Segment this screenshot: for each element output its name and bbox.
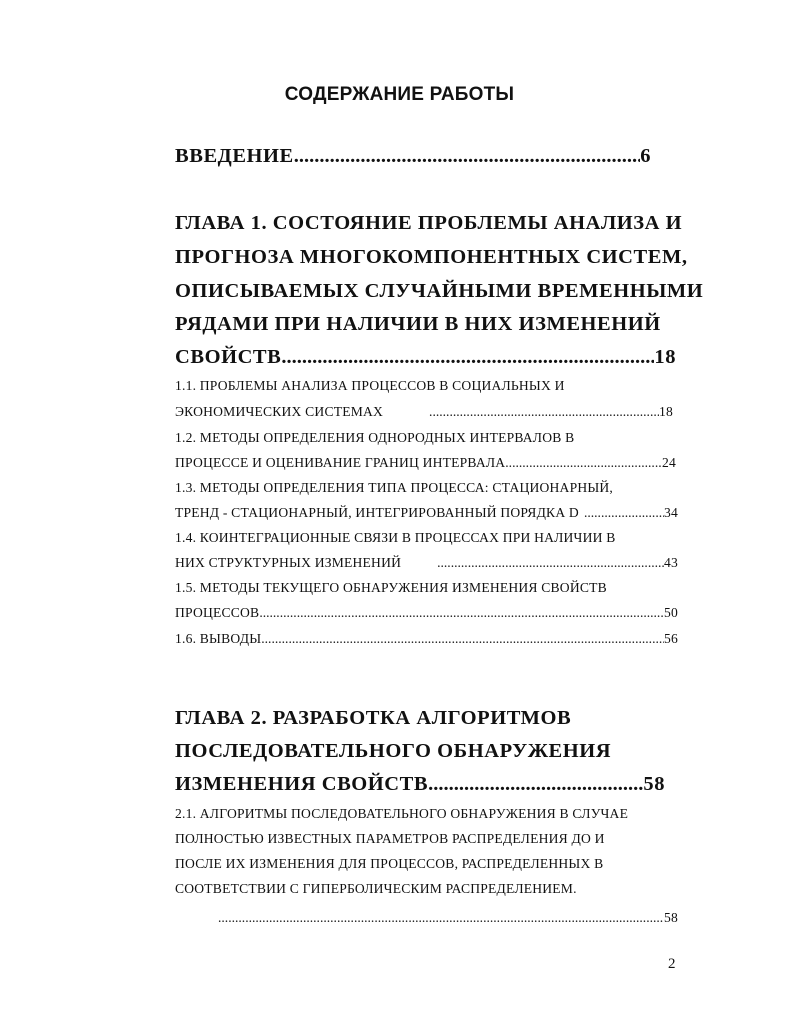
toc-entry-section-1-2 <box>175 455 676 471</box>
section-2-1-title-line: ПОЛНОСТЬЮ ИЗВЕСТНЫХ ПАРАМЕТРОВ РАСПРЕДЕЛЕНИЯ ДО И <box>175 831 605 846</box>
dot-leader <box>281 346 654 369</box>
toc-entry-chapter-2 <box>175 773 665 796</box>
section-2-1-title-line: 2.1. АЛГОРИТМЫ ПОСЛЕДОВАТЕЛЬНОГО ОБНАРУЖЕНИЯ В СЛУЧАЕ <box>175 806 629 821</box>
toc-entry-page: 50 <box>664 605 678 620</box>
toc-entry-title: ВВЕДЕНИЕ <box>175 145 294 167</box>
dot-leader <box>261 631 664 647</box>
section-1-4-title-line: 1.4. КОИНТЕГРАЦИОННЫЕ СВЯЗИ В ПРОЦЕССАХ ПРИ НАЛИЧИИ В <box>175 530 616 545</box>
chapter-1-title-line: РЯДАМИ ПРИ НАЛИЧИИ В НИХ ИЗМЕНЕНИЙ <box>175 313 661 335</box>
dot-leader <box>505 455 662 471</box>
toc-entry-page: 43 <box>664 555 678 570</box>
toc-entry-page: 56 <box>664 631 678 646</box>
dot-leader <box>294 145 640 168</box>
toc-entry-title: 1.6. ВЫВОДЫ <box>175 631 262 646</box>
chapter-2-title-line: ПОСЛЕДОВАТЕЛЬНОГО ОБНАРУЖЕНИЯ <box>175 740 612 762</box>
toc-entry-title: ИЗМЕНЕНИЯ СВОЙСТВ <box>175 773 429 795</box>
chapter-1-title-line: ГЛАВА 1. СОСТОЯНИЕ ПРОБЛЕМЫ АНАЛИЗА И <box>175 212 683 234</box>
toc-entry-page: 6 <box>640 145 651 167</box>
toc-entry-section-2-1 <box>218 910 678 926</box>
dot-leader <box>428 773 643 796</box>
section-1-1-title-line: 1.1. ПРОБЛЕМЫ АНАЛИЗА ПРОЦЕССОВ В СОЦИАЛЬНЫХ И <box>175 378 565 393</box>
toc-entry-title: НИХ СТРУКТУРНЫХ ИЗМЕНЕНИЙ <box>175 555 402 570</box>
section-1-5-title-line: 1.5. МЕТОДЫ ТЕКУЩЕГО ОБНАРУЖЕНИЯ ИЗМЕНЕНИЯ СВОЙСТВ <box>175 580 607 595</box>
dot-leader <box>437 555 664 571</box>
toc-entry-title: ТРЕНД - СТАЦИОНАРНЫЙ, ИНТЕГРИРОВАННЫЙ ПОРЯДКА D <box>175 505 579 520</box>
toc-entry-section-1-1 <box>175 404 673 420</box>
chapter-1-title-line: ПРОГНОЗА МНОГОКОМПОНЕНТНЫХ СИСТЕМ, <box>175 246 688 268</box>
section-2-1-title-line: ПОСЛЕ ИХ ИЗМЕНЕНИЯ ДЛЯ ПРОЦЕССОВ, РАСПРЕДЕЛЕННЫХ В <box>175 856 604 871</box>
toc-entry-page: 34 <box>664 505 678 520</box>
toc-entry-title: ПРОЦЕССЕ И ОЦЕНИВАНИЕ ГРАНИЦ ИНТЕРВАЛА <box>175 455 506 470</box>
toc-entry-section-1-6 <box>175 631 678 647</box>
dot-leader <box>218 910 664 926</box>
toc-entry-page: 18 <box>659 404 673 419</box>
toc-entry-page: 58 <box>664 910 678 925</box>
toc-entry-introduction <box>175 145 651 168</box>
toc-entry-title: СВОЙСТВ <box>175 346 282 368</box>
dot-leader <box>429 404 659 420</box>
toc-entry-chapter-1 <box>175 346 676 369</box>
toc-entry-section-1-5 <box>175 605 678 621</box>
toc-entry-page: 58 <box>643 773 665 795</box>
toc-entry-page: 24 <box>662 455 676 470</box>
dot-leader <box>259 605 664 621</box>
section-2-1-title-line: СООТВЕТСТВИИ С ГИПЕРБОЛИЧЕСКИМ РАСПРЕДЕЛЕНИЕМ. <box>175 881 577 896</box>
chapter-2-title-line: ГЛАВА 2. РАЗРАБОТКА АЛГОРИТМОВ <box>175 707 572 729</box>
toc-entry-title: ПРОЦЕССОВ <box>175 605 260 620</box>
page-number: 2 <box>668 956 676 972</box>
dot-leader <box>584 505 664 521</box>
section-1-2-title-line: 1.2. МЕТОДЫ ОПРЕДЕЛЕНИЯ ОДНОРОДНЫХ ИНТЕРВАЛОВ В <box>175 430 575 445</box>
toc-entry-title: ЭКОНОМИЧЕСКИХ СИСТЕМАХ <box>175 404 384 419</box>
toc-entry-section-1-4 <box>175 555 678 571</box>
page-title: СОДЕРЖАНИЕ РАБОТЫ <box>284 84 515 105</box>
section-1-3-title-line: 1.3. МЕТОДЫ ОПРЕДЕЛЕНИЯ ТИПА ПРОЦЕССА: СТАЦИОНАРНЫЙ, <box>175 480 614 495</box>
toc-entry-page: 18 <box>654 346 676 368</box>
toc-entry-section-1-3 <box>175 505 678 521</box>
chapter-1-title-line: ОПИСЫВАЕМЫХ СЛУЧАЙНЫМИ ВРЕМЕННЫМИ <box>175 280 704 302</box>
